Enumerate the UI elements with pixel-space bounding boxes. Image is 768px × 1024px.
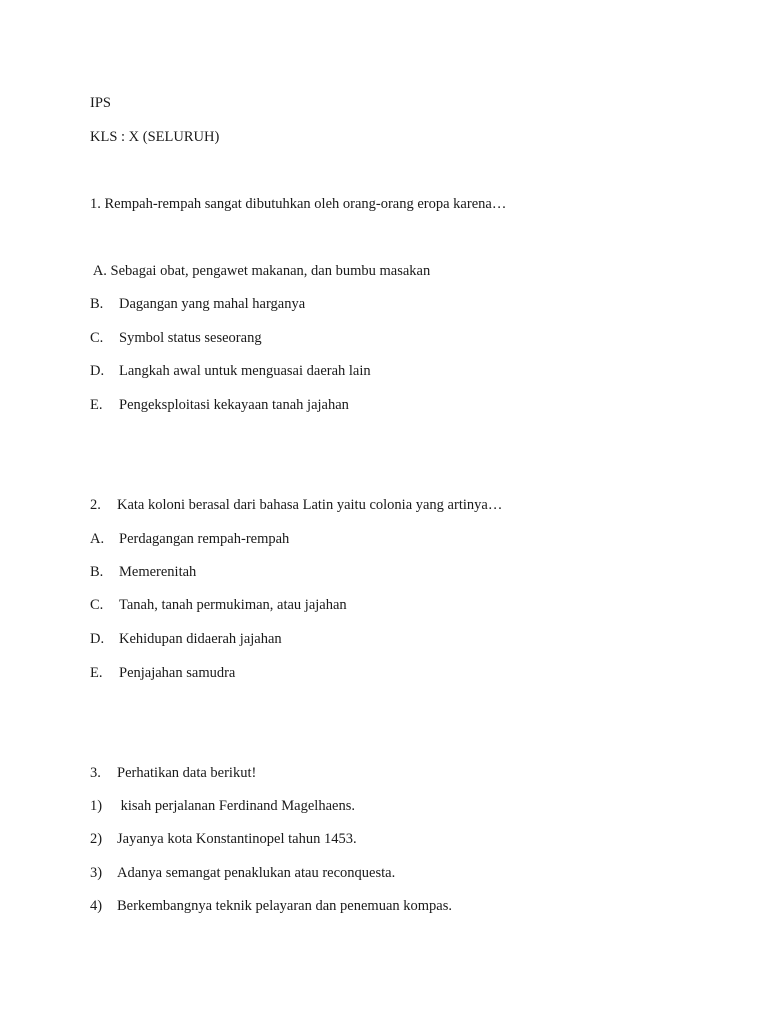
class-label: KLS : X (SELURUH) [90,129,220,145]
option-marker: A. [90,531,105,547]
question-2-option-a [90,530,289,548]
question-number: 3. [90,765,101,781]
item-text: Adanya semangat penaklukan atau reconquesta. [117,865,396,881]
question-1-option-a: A. Sebagai obat, pengawet makanan, dan bumbu masakan [90,263,431,279]
option-marker: E. [90,665,103,681]
option-marker: B. [90,296,104,312]
question-3-item-2 [90,830,357,848]
option-text: Dagangan yang mahal harganya [119,296,306,312]
question-2-option-d [90,630,282,648]
question-1-stem: 1. Rempah-rempah sangat dibutuhkan oleh orang-orang eropa karena… [90,196,507,212]
option-marker: C. [90,597,104,613]
question-2-option-b [90,563,196,581]
question-text: Perhatikan data berikut! [117,765,257,781]
question-3-item-3 [90,864,395,882]
option-marker: E. [90,397,103,413]
question-text: Kata koloni berasal dari bahasa Latin yaitu colonia yang artinya… [117,497,503,513]
question-2-option-e [90,664,235,682]
item-text: kisah perjalanan Ferdinand Magelhaens. [117,798,355,814]
option-text: Tanah, tanah permukiman, atau jajahan [119,597,347,613]
option-text: Kehidupan didaerah jajahan [119,631,282,647]
option-text: Langkah awal untuk menguasai daerah lain [119,363,371,379]
question-1-option-e [90,396,349,414]
question-1-option-b [90,295,305,313]
item-marker: 1) [90,798,103,814]
subject-title: IPS [90,95,111,111]
option-marker: D. [90,631,105,647]
question-2-stem [90,496,502,514]
item-text: Berkembangnya teknik pelayaran dan penemuan kompas. [117,898,452,914]
question-1-option-c [90,329,262,347]
item-text: Jayanya kota Konstantinopel tahun 1453. [117,831,357,847]
question-3-item-4 [90,897,452,915]
question-1-option-d [90,362,371,380]
item-marker: 2) [90,831,103,847]
item-marker: 3) [90,865,103,881]
option-text: Symbol status seseorang [119,330,262,346]
question-3-stem [90,764,256,782]
option-text: Memerenitah [119,564,197,580]
option-marker: B. [90,564,104,580]
question-3-item-1 [90,797,355,815]
option-text: Pengeksploitasi kekayaan tanah jajahan [119,397,349,413]
item-marker: 4) [90,898,103,914]
option-marker: D. [90,363,105,379]
question-number: 2. [90,497,101,513]
option-text: Perdagangan rempah-rempah [119,531,290,547]
option-marker: C. [90,330,104,346]
option-text: Penjajahan samudra [119,665,236,681]
question-2-option-c [90,596,347,614]
